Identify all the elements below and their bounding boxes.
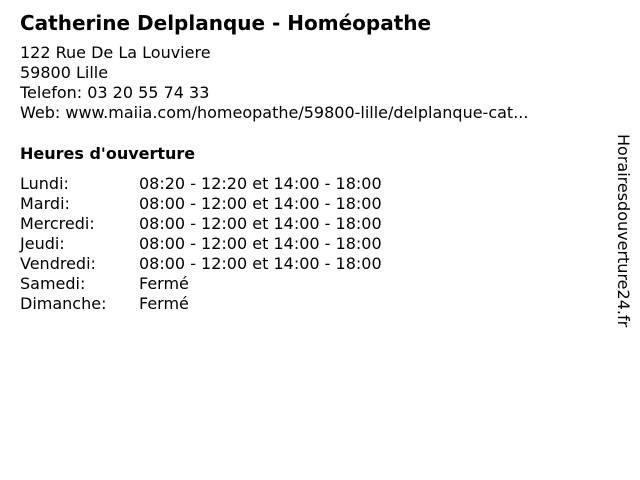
day-label: Samedi: bbox=[20, 274, 86, 293]
day-hours: 08:00 - 12:00 et 14:00 - 18:00 bbox=[139, 214, 382, 233]
day-label: Mercredi: bbox=[20, 214, 95, 233]
day-label: Vendredi: bbox=[20, 254, 96, 273]
address-city: 59800 Lille bbox=[20, 63, 109, 82]
day-label: Mardi: bbox=[20, 194, 70, 213]
web-line: Web: www.maiia.com/homeopathe/59800-lille/delplanque-cat... bbox=[20, 103, 529, 122]
day-hours: 08:00 - 12:00 et 14:00 - 18:00 bbox=[139, 254, 382, 273]
day-hours: Fermé bbox=[139, 294, 189, 313]
day-hours: Fermé bbox=[139, 274, 189, 293]
day-hours: 08:00 - 12:00 et 14:00 - 18:00 bbox=[139, 234, 382, 253]
site-watermark: Horairesdouverture24.fr bbox=[614, 134, 633, 328]
address-street: 122 Rue De La Louviere bbox=[20, 43, 211, 62]
day-hours: 08:00 - 12:00 et 14:00 - 18:00 bbox=[139, 194, 382, 213]
phone-line: Telefon: 03 20 55 74 33 bbox=[20, 83, 210, 102]
business-name: Catherine Delplanque - Homéopathe bbox=[20, 11, 432, 35]
contact-block bbox=[20, 43, 528, 123]
day-hours: 08:20 - 12:20 et 14:00 - 18:00 bbox=[139, 174, 382, 193]
day-label: Lundi: bbox=[20, 174, 69, 193]
day-label: Dimanche: bbox=[20, 294, 107, 313]
hours-heading: Heures d'ouverture bbox=[20, 144, 196, 163]
day-label: Jeudi: bbox=[20, 234, 65, 253]
